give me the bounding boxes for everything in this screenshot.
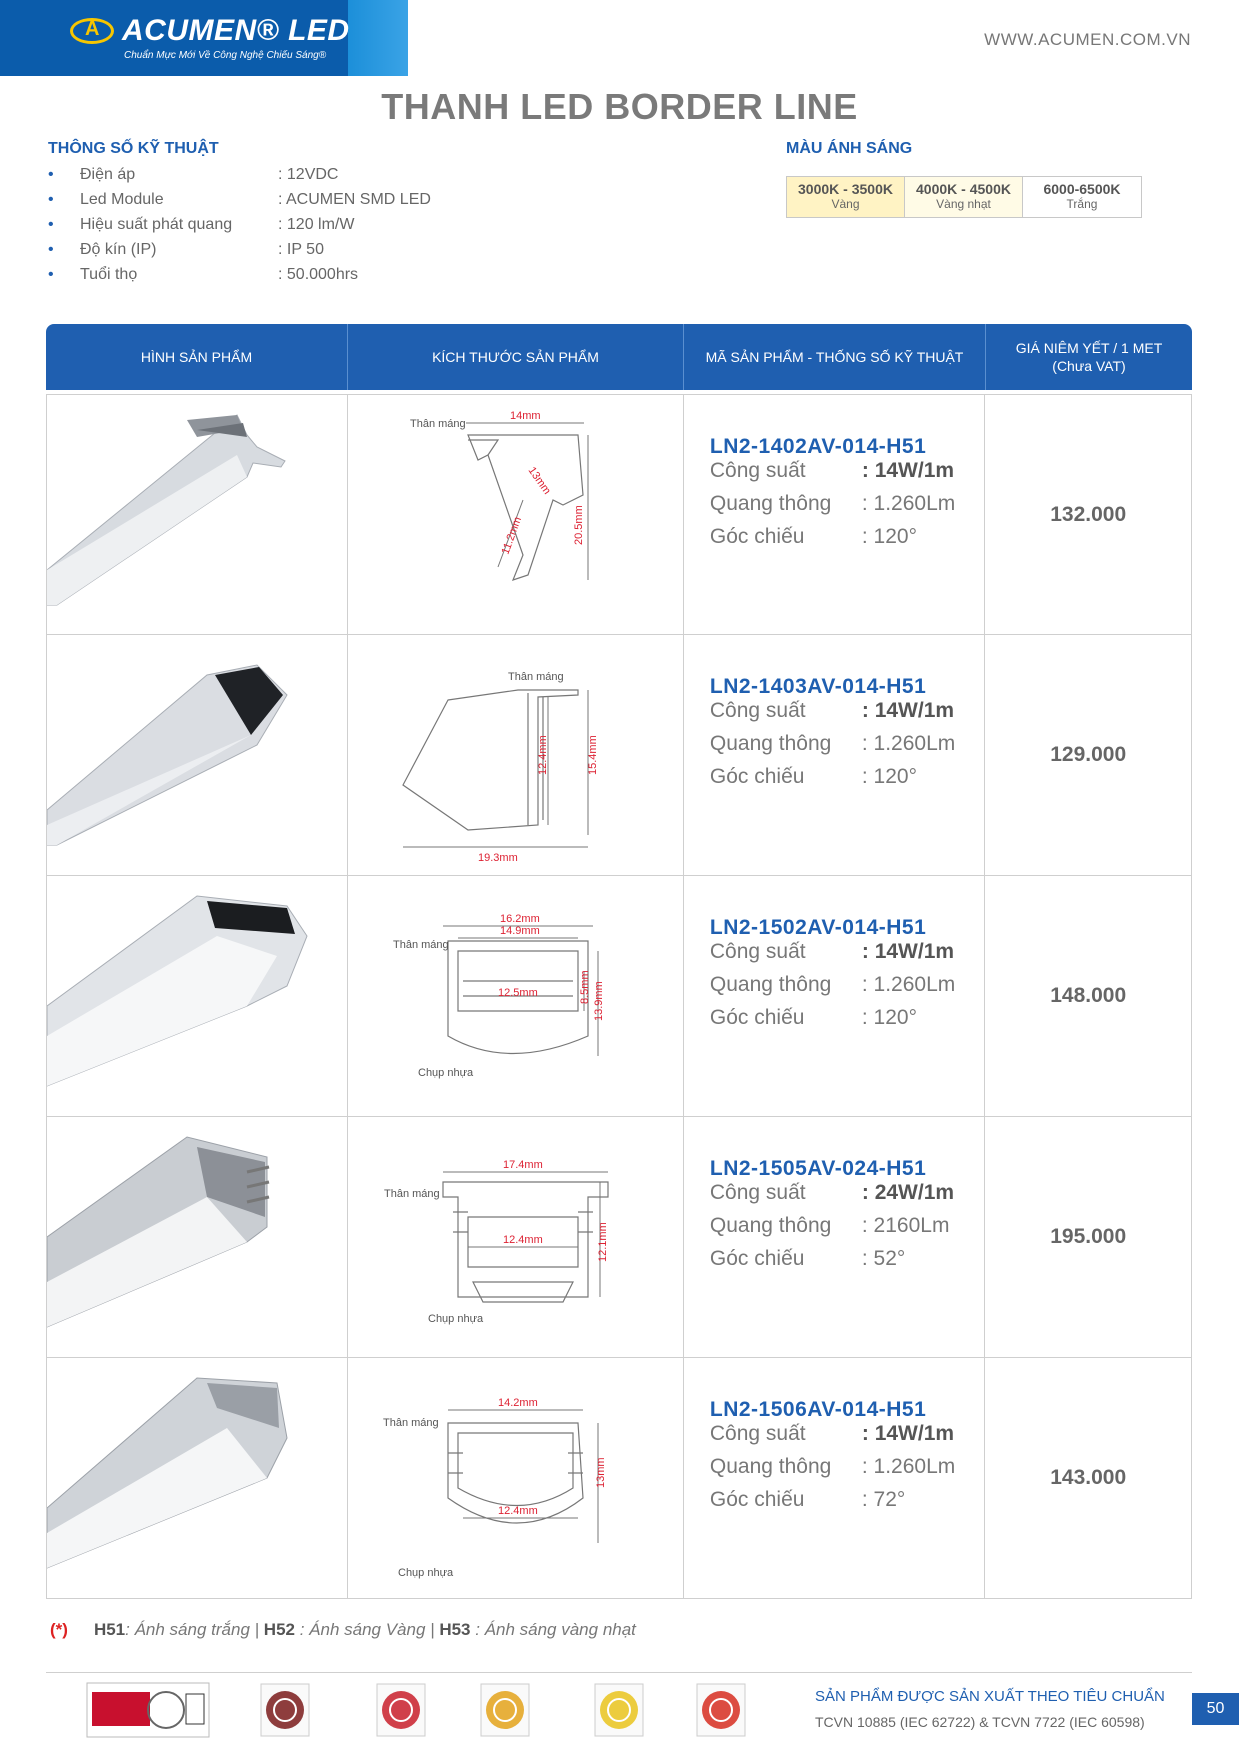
product-table <box>46 324 1192 1599</box>
product-dimensions <box>348 635 683 875</box>
product-code: LN2-1505AV-024-H51 <box>709 1157 927 1180</box>
color-code-note: (*) H51: Ánh sáng trắng | H52 : Ánh sáng Vàng | H53 : Ánh sáng vàng nhạt <box>50 1620 636 1639</box>
bullet-icon: • <box>48 266 54 283</box>
dimension-label: 8.5mm <box>579 970 592 1004</box>
spec-angle: Góc chiếu : 120° <box>709 765 917 788</box>
header-dimensions: KÍCH THƯỚC SẢN PHẨM <box>348 324 684 390</box>
drawing-label: Thân máng <box>508 671 565 683</box>
product-photo <box>47 395 348 634</box>
dimension-label: 12.1mm <box>597 1222 610 1262</box>
acumen-logo-icon <box>70 18 114 44</box>
spec-flux: Quang thông : 2160Lm <box>709 1214 950 1237</box>
product-code: LN2-1403AV-014-H51 <box>709 675 927 698</box>
dimension-label: 12.5mm <box>498 987 539 999</box>
spec-power: Công suất : 14W/1m <box>709 699 955 722</box>
iso-bureau-veritas-icon <box>86 1682 210 1738</box>
header-price: GIÁ NIÊM YẾT / 1 MET (Chưa VAT) <box>1015 340 1163 374</box>
dimension-label: 13mm <box>595 1457 608 1488</box>
header-code-specs: MÃ SẢN PHẨM - THỐNG SỐ KỸ THUẬT <box>684 324 986 390</box>
dimension-label: 20.5mm <box>573 505 586 545</box>
product-specs <box>684 635 986 875</box>
golden-cup-icon <box>480 1682 530 1738</box>
spec-angle: Góc chiếu : 52° <box>709 1247 906 1270</box>
led-profile-image <box>47 1117 347 1357</box>
dimension-label: 17.4mm <box>503 1159 544 1171</box>
gold-medal-icon <box>260 1682 310 1738</box>
table-header <box>46 324 1192 390</box>
product-price: 129.000 <box>1050 743 1127 766</box>
color-option-white: 6000-6500K Trắng <box>1023 177 1141 217</box>
light-color-table <box>786 176 1142 218</box>
spec-angle: Góc chiếu : 72° <box>709 1488 906 1511</box>
dimension-label: 13mm <box>526 464 554 497</box>
technical-drawing <box>348 395 683 634</box>
color-option-warm: 3000K - 3500K Vàng <box>787 177 905 217</box>
dimension-label: 12.4mm <box>503 1234 544 1246</box>
technical-drawing <box>348 635 683 875</box>
spec-flux: Quang thông : 1.260Lm <box>709 732 956 755</box>
spec-heading: THÔNG SỐ KỸ THUẬT <box>48 140 219 157</box>
product-code: LN2-1402AV-014-H51 <box>709 435 927 458</box>
product-photo <box>47 876 348 1116</box>
page-title: THANH LED BORDER LINE <box>381 86 858 127</box>
dimension-label: 13.9mm <box>593 981 606 1021</box>
dimension-label: 12.4mm <box>498 1505 539 1517</box>
drawing-label: Chụp nhựa <box>398 1567 454 1579</box>
led-profile-image <box>47 876 347 1116</box>
standard-codes: TCVN 10885 (IEC 62722) & TCVN 7722 (IEC 60598) <box>815 1714 1145 1730</box>
drawing-label: Thân máng <box>383 1417 440 1429</box>
brand-stripe <box>348 0 408 76</box>
spec-angle: Góc chiếu : 120° <box>709 525 917 548</box>
spec-flux: Quang thông : 1.260Lm <box>709 973 956 996</box>
table-row <box>47 1117 1191 1358</box>
led-profile-image <box>47 1358 347 1598</box>
product-specs <box>684 1117 986 1357</box>
product-dimensions <box>348 876 683 1116</box>
product-photo <box>47 635 348 875</box>
spec-flux: Quang thông : 1.260Lm <box>709 492 956 515</box>
page-number: 50 <box>1192 1693 1239 1725</box>
dimension-label: 14.2mm <box>498 1397 539 1409</box>
technical-drawing <box>348 876 683 1116</box>
drawing-label: Thân máng <box>384 1188 441 1200</box>
technical-drawing <box>348 1358 683 1598</box>
product-code: LN2-1502AV-014-H51 <box>709 916 927 939</box>
product-price: 195.000 <box>1050 1225 1127 1248</box>
table-row <box>47 876 1191 1117</box>
star-award-icon <box>376 1682 426 1738</box>
dimension-label: 16.2mm <box>500 913 541 925</box>
product-code: LN2-1506AV-014-H51 <box>709 1398 927 1421</box>
drawing-label: Thân máng <box>393 939 450 951</box>
spec-angle: Góc chiếu : 120° <box>709 1006 917 1029</box>
brand-banner <box>0 0 408 76</box>
dimension-label: 11.2mm <box>500 515 525 557</box>
brand-tagline: Chuẩn Mực Mới Về Công Nghệ Chiếu Sáng® <box>124 50 327 61</box>
color-option-neutral: 4000K - 4500K Vàng nhạt <box>905 177 1023 217</box>
dimension-label: 14mm <box>510 410 542 422</box>
welcome-seal-icon <box>594 1682 644 1738</box>
led-profile-image <box>47 635 347 875</box>
bullet-icon: • <box>48 241 54 258</box>
bullet-icon: • <box>48 216 54 233</box>
header-image: HÌNH SẢN PHẨM <box>46 324 348 390</box>
bullet-icon: • <box>48 166 54 183</box>
spec-power: Công suất : 24W/1m <box>709 1181 955 1204</box>
product-photo <box>47 1358 348 1598</box>
website-link[interactable]: WWW.ACUMEN.COM.VN <box>984 30 1191 49</box>
led-profile-image <box>47 395 347 634</box>
standard-title: SẢN PHẨM ĐƯỢC SẢN XUẤT THEO TIÊU CHUẨN <box>815 1688 1165 1705</box>
drawing-label: Chụp nhựa <box>418 1067 474 1079</box>
dimension-label: 19.3mm <box>478 852 519 864</box>
table-row <box>47 394 1191 635</box>
quality-award-icon <box>696 1682 746 1738</box>
product-price: 132.000 <box>1050 502 1127 526</box>
dimension-label: 14.9mm <box>500 925 541 937</box>
product-specs <box>684 395 986 634</box>
footer-divider <box>46 1672 1192 1673</box>
drawing-label: Chụp nhựa <box>428 1313 484 1325</box>
brand-name: ACUMEN® LED <box>122 14 350 47</box>
spec-power: Công suất : 14W/1m <box>709 1422 955 1445</box>
dimension-label: 12.4mm <box>537 735 550 775</box>
product-dimensions <box>348 1358 683 1598</box>
table-row <box>47 1358 1191 1599</box>
drawing-label: Thân máng <box>410 418 467 430</box>
product-dimensions <box>348 1117 683 1357</box>
bullet-icon: • <box>48 191 54 208</box>
product-specs <box>684 876 986 1116</box>
spec-power: Công suất : 14W/1m <box>709 940 955 963</box>
spec-power: Công suất : 14W/1m <box>709 459 955 482</box>
product-photo <box>47 1117 348 1357</box>
table-row <box>47 635 1191 876</box>
technical-drawing <box>348 1117 683 1357</box>
product-dimensions <box>348 395 683 634</box>
product-price: 143.000 <box>1050 1466 1127 1489</box>
certification-logos <box>86 1682 786 1740</box>
dimension-label: 15.4mm <box>587 735 600 775</box>
product-price: 148.000 <box>1050 984 1127 1007</box>
table-body <box>46 394 1192 1599</box>
spec-flux: Quang thông : 1.260Lm <box>709 1455 956 1478</box>
product-specs <box>684 1358 986 1598</box>
light-color-heading: MÀU ÁNH SÁNG <box>786 140 913 157</box>
